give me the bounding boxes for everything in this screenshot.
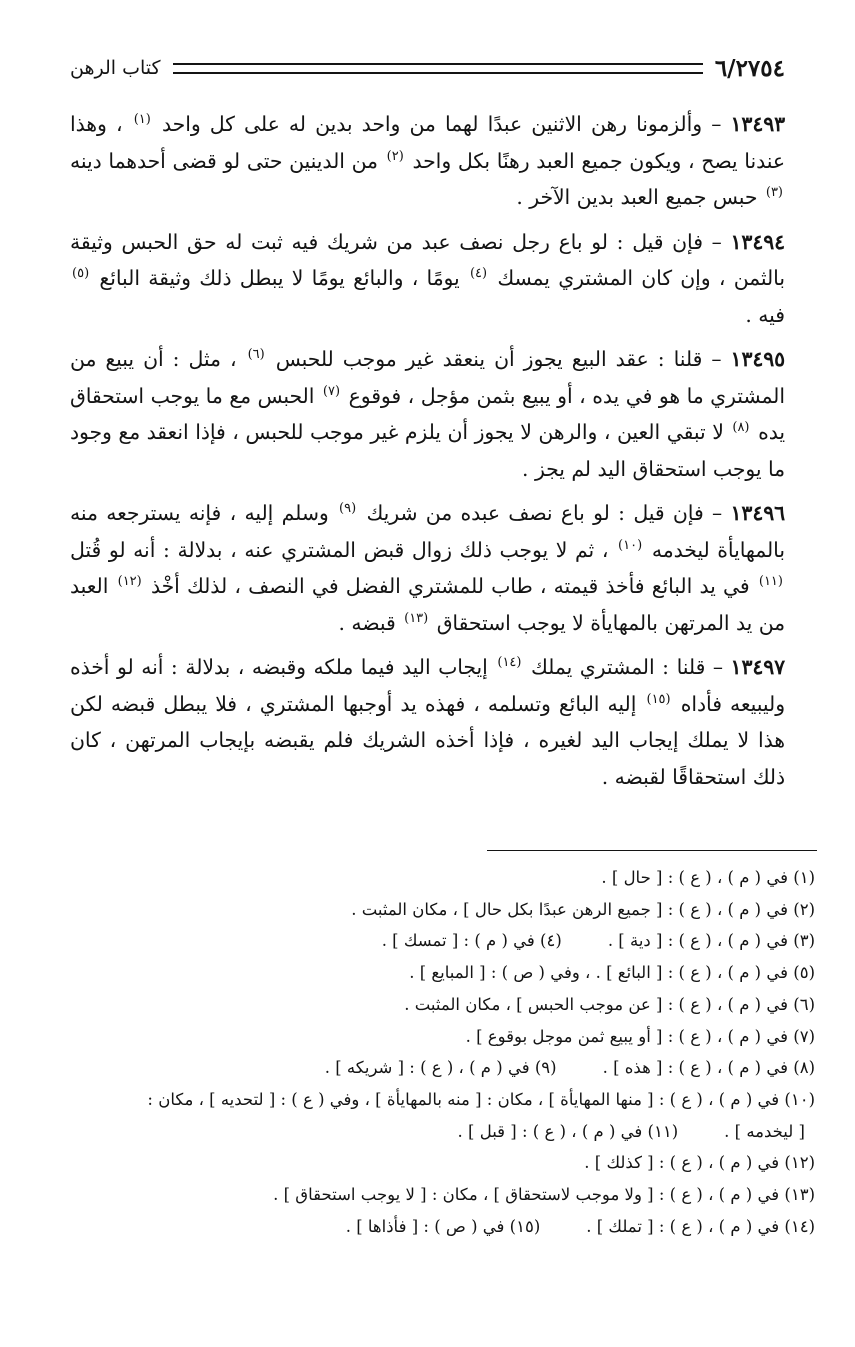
footnote: (٣) في ( م ) ، ( ع ) : [ دية ] . [607,931,815,951]
footnote: (٦) في ( م ) ، ( ع ) : [ عن موجب الحبس ] ، مكان المثبت . [404,994,815,1014]
footnote: (٨) في ( م ) ، ( ع ) : [ هذه ] . [602,1058,815,1078]
paragraph-number: ١٣٤٩٦ [730,501,785,525]
footnote-reference: (١٥) [646,691,671,707]
footnote-reference: (١٣) [404,610,429,626]
paragraph-text: ، وهذا عندنا يصح ، ويكون جميع العبد رهنًا بكل واحد [70,112,785,173]
footnote-reference: (١) [133,112,151,128]
footnote-line [70,1116,815,1148]
footnote: (١١) في ( م ) ، ( ع ) : [ قبل ] . [457,1121,679,1141]
footnote: [ ليخدمه ] . [724,1121,805,1141]
footnote: (١٥) في ( ص ) : [ فأذاها ] . [345,1216,541,1236]
paragraph-text: العبد من يد المرتهن بالمهايأة لا يوجب استحقاق [70,574,785,635]
footnote-line [70,1052,815,1084]
footnotes [70,862,815,1242]
paragraph-text: حبس جميع العبد بدين الآخر . [516,185,764,209]
paragraph-text: – وألزمونا رهن الاثنين عبدًا لهما من واحد بدين له على كل واحد [152,112,731,136]
paragraph-text: فيه . [745,302,785,327]
paragraph-number: ١٣٤٩٤ [730,229,785,254]
footnote-line [70,925,815,957]
footnote: (٤) في ( م ) : [ تمسك ] . [381,931,562,951]
footnote-line [70,989,815,1021]
paragraph [70,106,785,216]
footnote-separator [487,850,817,851]
paragraph [70,341,785,487]
main-text [70,106,785,803]
footnote-reference: (٦) [247,347,265,363]
paragraph-number: ١٣٤٩٧ [730,655,786,679]
footnote-reference: (٣) [765,185,783,201]
book-title: كتاب الرهن [70,57,161,79]
footnote: (١٠) في ( م ) ، ( ع ) : [ منها المهايأة ] ، مكان : [ منه بالمهايأة ] ، وفي ( ع ) : [ لتحديه ] ، مكان : [147,1089,815,1109]
footnote: (١٢) في ( م ) ، ( ع ) : [ كذلك ] . [584,1153,815,1173]
footnote: (٢) في ( م ) ، ( ع ) : [ جميع الرهن عبدًا بكل حال ] ، مكان المثبت . [351,899,815,919]
footnote-reference: (١١) [758,574,783,590]
paragraph-text: في يد البائع فأخذ قيمته ، طاب للمشتري الفضل في النصف ، لذلك أخْذ [143,574,757,598]
paragraph-text: من الدينين حتى لو قضى أحدهما دينه [70,148,385,173]
footnote-reference: (٨) [732,420,750,436]
paragraph-text: يومًا ، والبائع يومًا لا يبطل ذلك وثيقة البائع [91,266,468,290]
paragraph [70,649,785,795]
paragraph-text: إليه البائع وتسلمه ، فهذه يد أوجبها المشتري ، فلا يبطل قبضه لكن هذا لا يملك إيجاب اليد لغيره ، فإذا أخذه الشريك فلم يقبضه بإيجاب المرتهن ، كان ذلك استحقاقًا لقبضه . [70,691,785,789]
footnote-reference: (٥) [72,266,90,282]
page-number: ٦/٢٧٥٤ [714,54,785,82]
paragraph-text: – فإن قيل : لو باع نصف عبده من شريك [358,501,731,525]
footnote-reference: (١٢) [117,574,142,590]
footnote-line [70,1147,815,1179]
footnote: (١٣) في ( م ) ، ( ع ) : [ ولا موجب لاستحقاق ] ، مكان : [ لا يوجب استحقاق ] . [273,1185,815,1205]
paragraph [70,224,785,334]
paragraph-text: وسلم إليه ، فإنه يسترجعه منه بالمهايأة ليخدمه [70,501,785,562]
footnote-reference: (٧) [322,383,341,399]
paragraph-text: ، ثم لا يوجب ذلك زوال قبض المشتري عنه ، بدلالة : أنه لو قُتل [70,537,617,562]
paragraph-text: – فإن قيل : لو باع رجل نصف عبد من شريك فيه ثبت له حق الحبس وثيقة بالثمن ، وإن كان المشتري يمسك [70,229,785,290]
paragraph-number: ١٣٤٩٥ [730,347,786,371]
footnote-line [70,1021,815,1053]
paragraph-text: ، مثل : أن يبيع من المشتري ما هو في يده ، أو يبيع بثمن مؤجل ، فوقوع [70,347,785,408]
paragraph-text: – قلنا : عقد البيع يجوز أن ينعقد غير موجب للحبس [266,347,731,371]
paragraph-number: ١٣٤٩٣ [730,112,785,136]
footnote: (٧) في ( م ) ، ( ع ) : [ أو يبيع ثمن موجل بوقوع ] . [465,1026,815,1046]
page-header [70,48,785,88]
paragraph-text: إيجاب اليد فيما ملكه وقبضه ، بدلالة : أنه لو أخذه وليبيعه فأداه [70,655,785,716]
footnote: (١٤) في ( م ) ، ( ع ) : [ تملك ] . [586,1216,815,1236]
footnote-line [70,1211,815,1243]
footnote-reference: (٢) [386,148,404,164]
footnote-line [70,862,815,894]
footnote-reference: (١٤) [497,655,522,671]
footnote-line [70,1084,815,1116]
footnote-reference: (٩) [339,501,357,517]
footnote-line [70,894,815,926]
footnote: (١) في ( م ) ، ( ع ) : [ حال ] . [601,868,815,887]
footnote-reference: (٤) [469,266,488,282]
paragraph-text: الحبس مع ما يوجب استحقاق يده [70,383,785,444]
footnote: (٥) في ( م ) ، ( ع ) : [ البائع ] . ، وفي ( ص ) : [ المبايع ] . [409,963,815,983]
footnote-reference: (١٠) [618,537,643,553]
footnote-line [70,957,815,989]
paragraph [70,495,785,641]
paragraph-text: قبضه . [338,610,403,635]
header-rule [173,63,703,74]
paragraph-text: لا تبقي العين ، والرهن لا يجوز أن يلزم غير موجب للحبس ، فإذا انعقد مع وجود ما يوجب استحقاق اليد لم يجز . [70,420,785,481]
footnote: (٩) في ( م ) ، ( ع ) : [ شريكه ] . [324,1058,557,1078]
paragraph-text: – قلنا : المشتري يملك [523,655,731,679]
footnote-line [70,1179,815,1211]
